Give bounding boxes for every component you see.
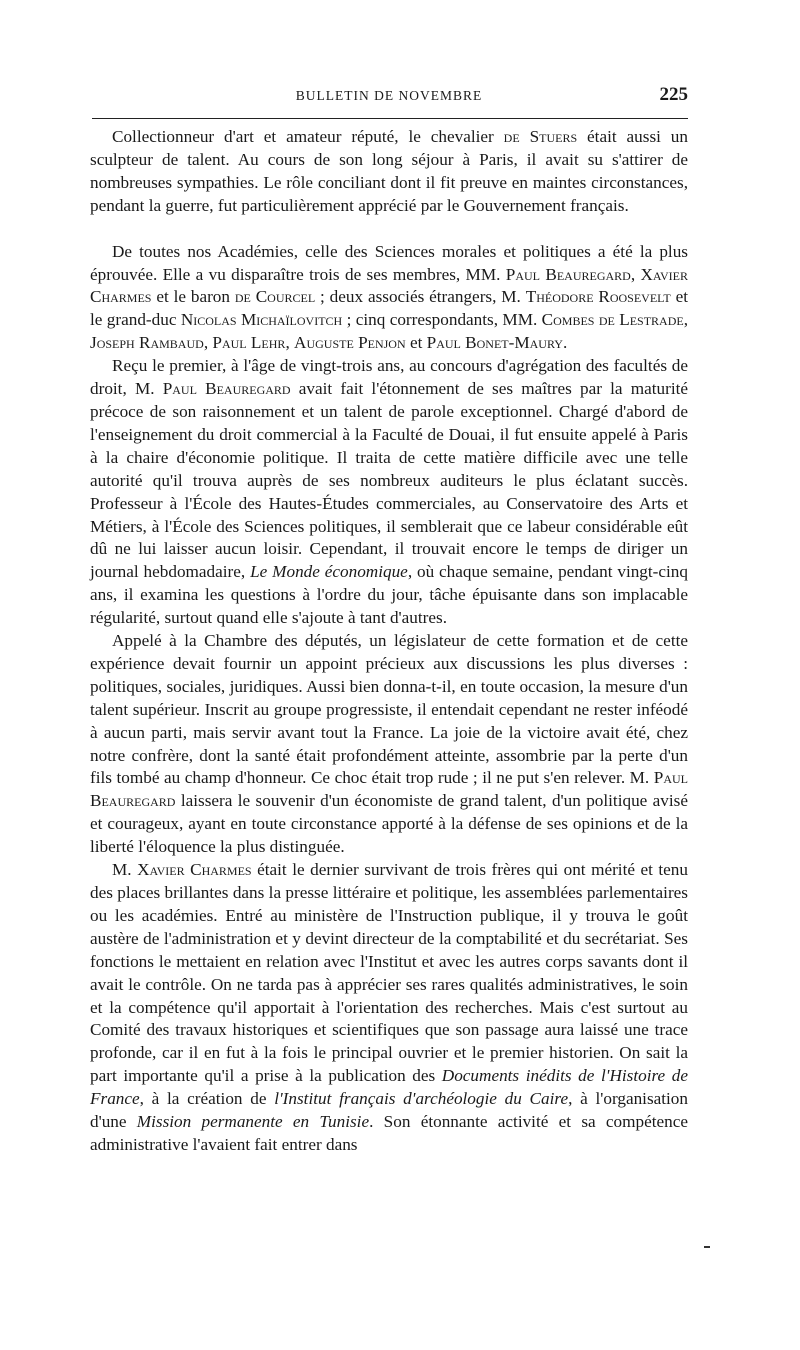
person-name: Paul Lehr xyxy=(212,333,286,353)
journal-title: Le Monde économique xyxy=(250,562,408,582)
text-run: , où chaque semaine, pendant vingt-cinq ans, il examina les questions à l'ordre du jour, tâche épuisante dans son implacable régularité, surtout quand elle s'ajoute à tant d'autres. xyxy=(90,562,688,628)
person-name: Théodore Roosevelt xyxy=(525,287,671,307)
text-run: était aussi un sculpteur de talent. Au cours de son long séjour à Paris, il avait su s'attirer de nombreuses sympathies. Le rôle conciliant dont il fit preuve en maintes circonstances, pendant la guerre, fut particulièrement apprécié par le Gouvernement français. xyxy=(90,127,688,215)
publication-title: Documents inédits de l'Histoire de France xyxy=(90,1066,688,1109)
person-name: Combes de Lestrade xyxy=(541,310,684,330)
paragraph-beauregard-chamber xyxy=(90,630,688,859)
text-run: ; cinq correspondants, MM. xyxy=(342,310,542,330)
person-name: Paul Beauregard xyxy=(162,379,291,399)
text-run: était le dernier survivant de trois frères qui ont mérité et tenu des places brillantes dans la presse littéraire et politique, les assemblées parlementaires ou les académies. Entré au ministère de l'Instruction publique, il y trouva le goût austère de l'administration et y devint directeur de la comptabilité et du secrétariat. Ses fonctions le mettaient en relation avec l'Institut et avec les autres corps savants dont il avait le contrôle. On ne tarda pas à apprécier ses rares qualités administratives, le soin et la compétence qu'il apportait à l'orientation des recherches. Mais c'est surtout au Comité des travaux historiques et scientifiques que son passage aura laissé une trace profonde, car il en fut à la fois le principal ouvrier et le premier historien. On sait la part importante qu'il a prise à la publication des xyxy=(90,860,688,1086)
text-run: De toutes nos Académies, celle des Sciences morales et politiques a été la plus éprouvée. Elle a vu disparaître trois de ses membres, MM. xyxy=(90,241,688,284)
running-title: BULLETIN DE NOVEMBRE xyxy=(295,88,483,103)
person-name: Xavier Charmes xyxy=(137,860,252,880)
text-run: et xyxy=(405,333,427,353)
text-run: et le baron xyxy=(151,287,235,307)
person-name: Paul Beauregard xyxy=(505,264,631,284)
text-run: avait fait l'étonnement de ses maîtres par la maturité précoce de son raisonnement et un talent de parole exceptionnel. Chargé d'abord de l'enseignement du droit commercial à la Faculté de Douai, il fut ensuite appelé à Paris à la chaire d'économie politique. Il traita de cette matière difficile avec une telle autorité qu'il trouva auprès de ses nombreux auditeurs le plus éclatant succès. Professeur à l'École des Hautes-Études commerciales, au Conservatoire des Arts et Métiers, à l'École des Sciences politiques, il semblerait que ce labeur considérable eût dû ne lui laisser aucun loisir. Cependant, il trouvait encore le temps de diriger un journal hebdomadaire, xyxy=(90,379,689,582)
text-run: . xyxy=(562,333,568,353)
paragraph-charmes xyxy=(90,859,688,1157)
person-name: Joseph Rambaud xyxy=(90,333,204,353)
person-name: Paul Bonet-Maury xyxy=(426,333,563,353)
page-number: 225 xyxy=(659,84,688,105)
text-run: , xyxy=(285,333,295,353)
text-run: , à la création de xyxy=(139,1089,275,1109)
header-rule xyxy=(92,118,688,119)
running-head xyxy=(90,84,688,108)
paragraph-academie-losses xyxy=(90,241,688,356)
body-text xyxy=(90,126,688,1157)
text-run: , xyxy=(683,310,688,330)
mission-title: Mission permanente en Tunisie xyxy=(136,1112,370,1132)
text-run: Reçu le premier, à l'âge de vingt-trois ans, au concours d'agrégation des facultés de droit, M. xyxy=(90,356,688,399)
text-run: Collectionneur d'art et amateur réputé, le chevalier xyxy=(112,127,504,146)
institution-title: l'Institut français d'archéologie du Caire xyxy=(274,1089,569,1109)
person-name: Auguste Penjon xyxy=(294,333,406,353)
text-run: et le grand-duc xyxy=(90,287,689,330)
text-run: , xyxy=(203,333,213,353)
text-run: . Son étonnante activité et sa compétence administrative l'avaient fait entrer dans xyxy=(90,1112,688,1154)
text-run: , à l'organisation d'une xyxy=(90,1089,688,1132)
paragraph-de-stuers xyxy=(90,126,688,218)
person-name: de Courcel xyxy=(234,287,316,307)
person-name: Paul Beauregard xyxy=(90,768,688,811)
text-run: ; deux associés étrangers, M. xyxy=(315,287,526,307)
person-name: Xavier Charmes xyxy=(90,264,689,307)
text-run: laissera le souvenir d'un économiste de grand talent, d'un politique avisé et courageux, ayant en toute circonstance apporté à la défense de ses opinions et de la liberté l'éloquence la plus distinguée. xyxy=(90,791,688,857)
person-name: Nicolas Michaïlovitch xyxy=(180,310,343,330)
text-run: M. xyxy=(112,860,138,880)
margin-mark xyxy=(704,1246,710,1248)
text-run: , xyxy=(630,264,641,284)
text-run: Appelé à la Chambre des députés, un législateur de cette formation et de cette expérience devait fournir un appoint précieux aux discussions les plus diverses : politiques, sociales, juridiques. Aussi bien donna-t-il, en toute occasion, la mesure d'un talent supérieur. Inscrit au groupe progressiste, il entendait cependant ne rester inféodé à aucun parti, mais servir avant tout la France. La joie de la victoire avait été, chez notre confrère, dont la santé était profondément atteinte, assombrie par la perte d'un fils tombé au champ d'honneur. Ce choc était trop rude ; il ne put s'en relever. M. xyxy=(90,631,688,788)
paragraph-beauregard-career xyxy=(90,355,688,630)
person-name: de Stuers xyxy=(503,127,578,146)
